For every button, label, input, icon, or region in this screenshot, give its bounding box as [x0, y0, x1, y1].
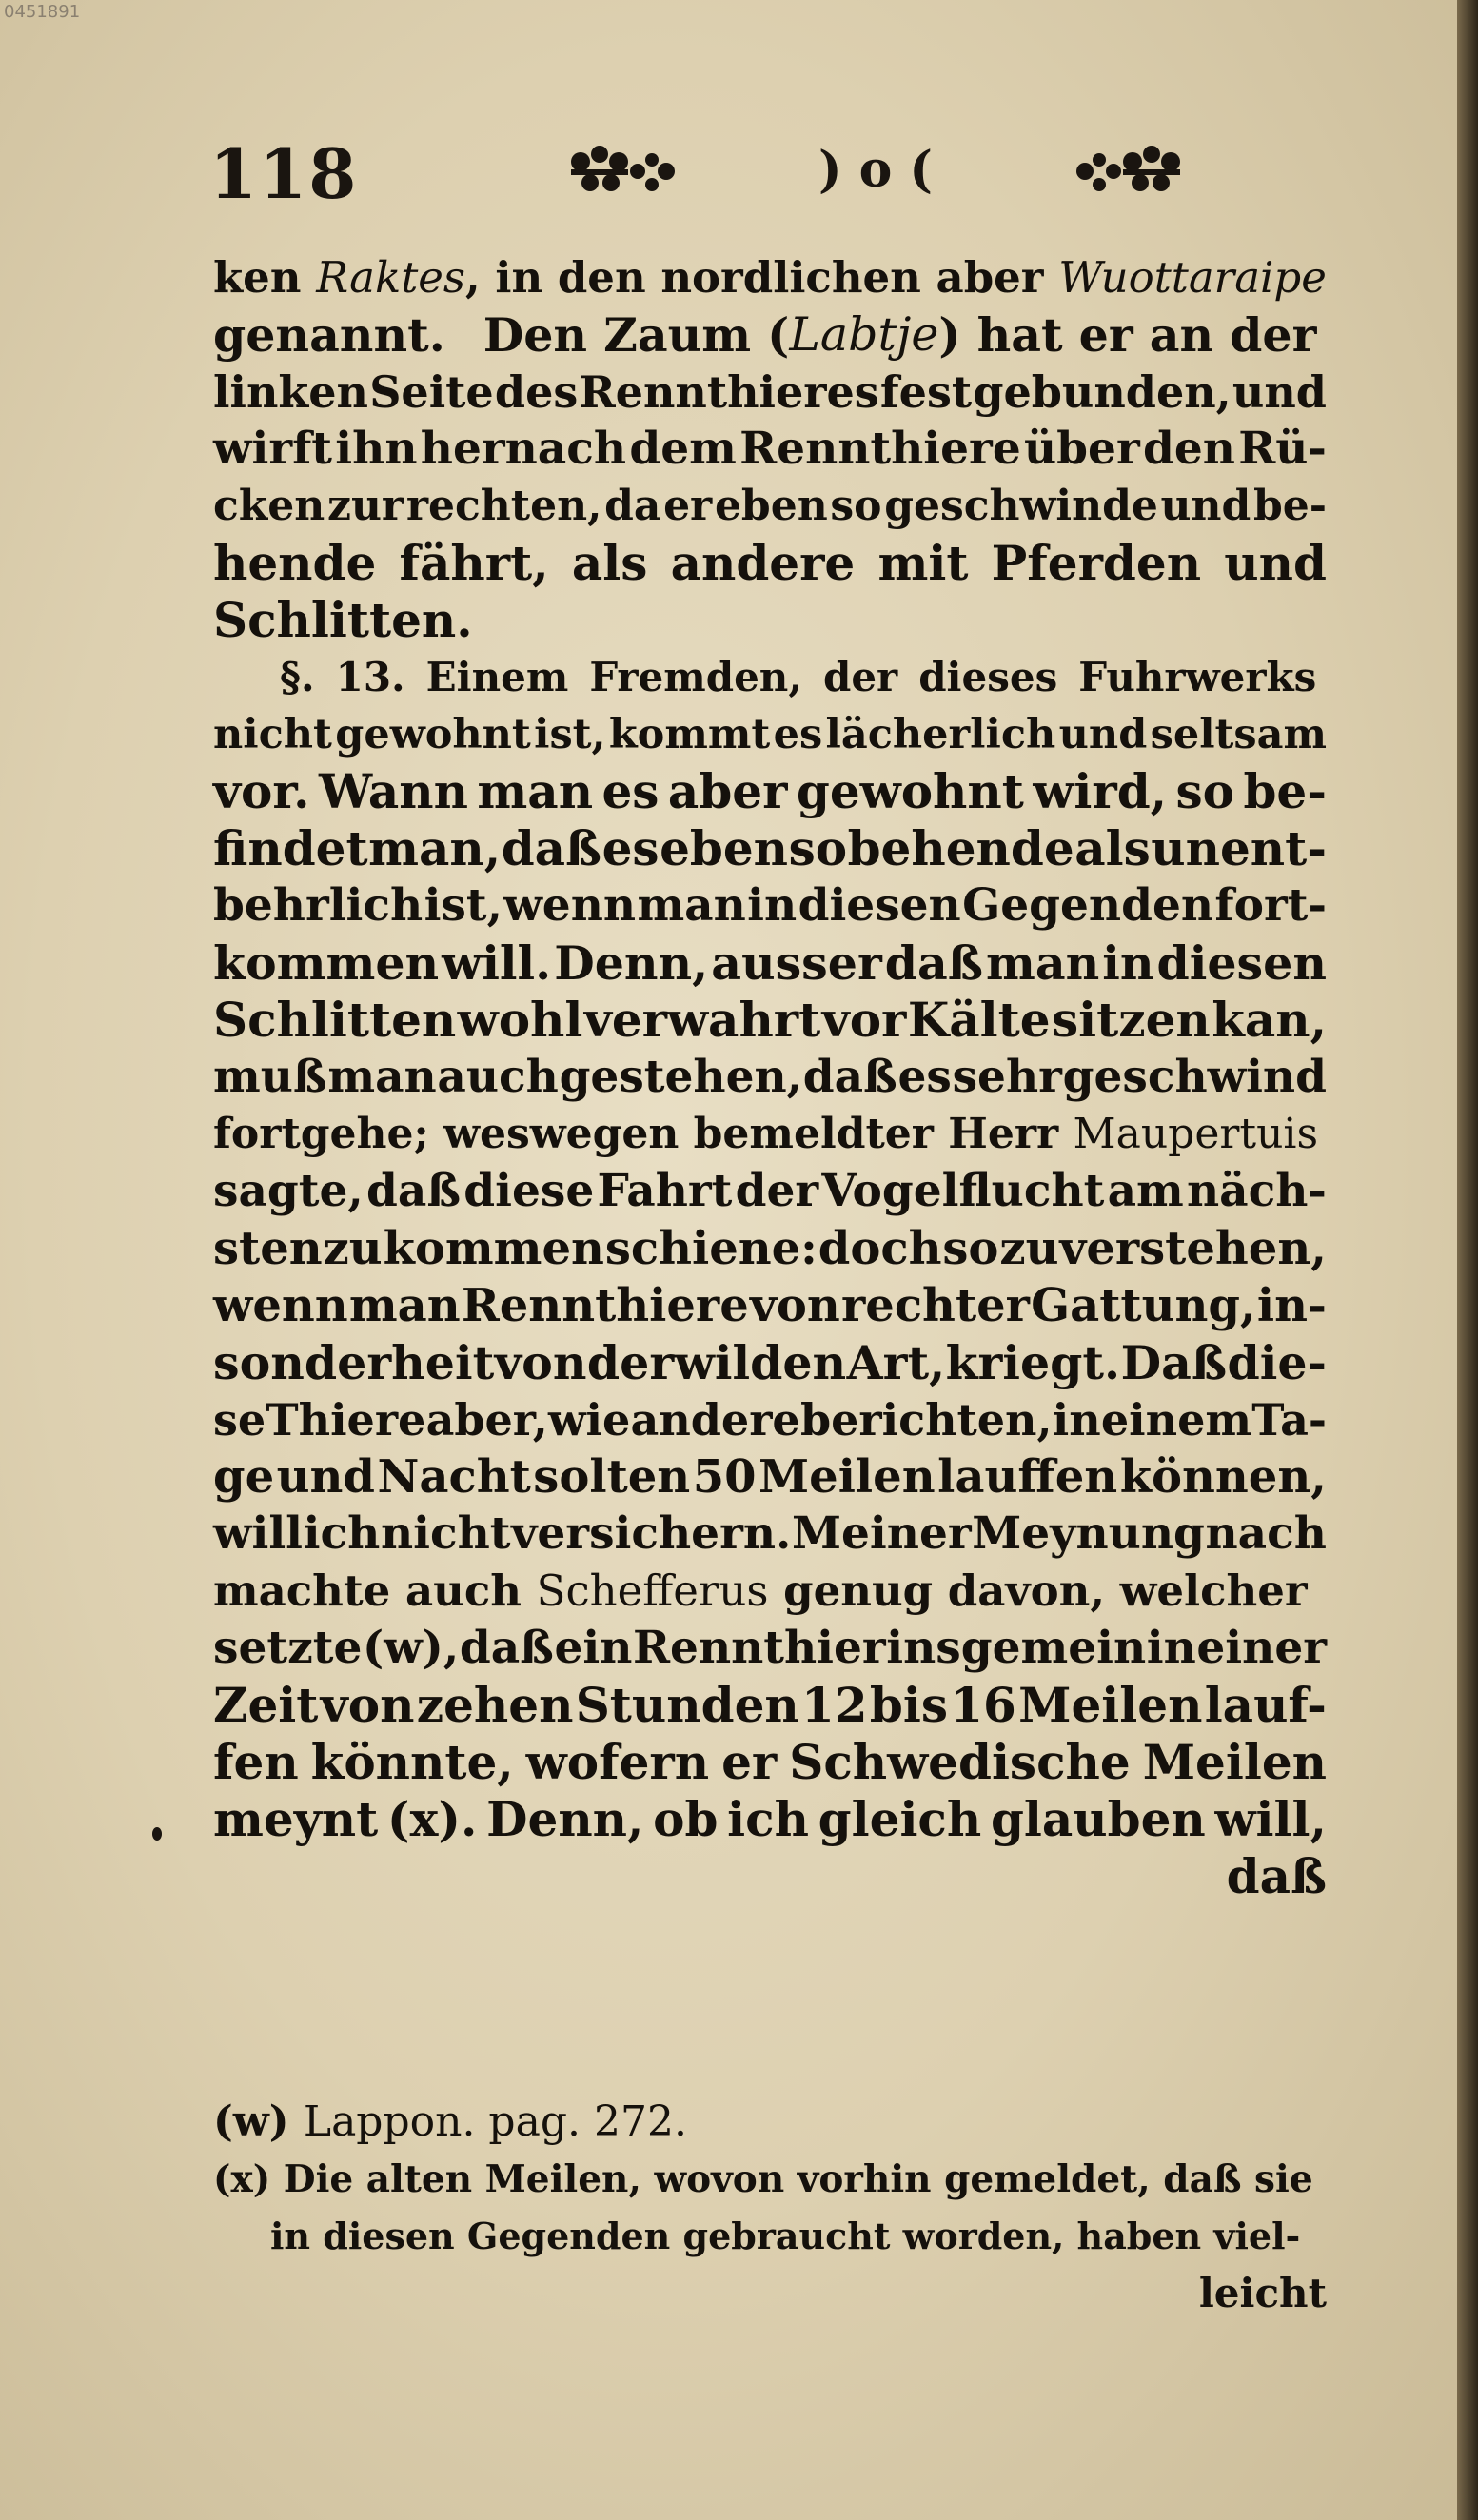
text-word: Vogelflucht	[821, 1165, 1105, 1217]
text-word: könnte,	[310, 1734, 514, 1790]
text-word: so	[788, 820, 848, 876]
page-header	[209, 124, 1332, 219]
text-word: über	[1024, 423, 1140, 475]
text-segment: Wuottaraipe	[1058, 252, 1327, 303]
text-word: und	[1224, 535, 1327, 591]
footnote-x-continued: in diesen Gegenden gebraucht worden, haben viel-	[270, 2215, 1301, 2257]
text-word: aber,	[425, 1394, 548, 1446]
text-word: bis	[869, 1677, 948, 1733]
text-word: cken	[213, 482, 325, 530]
text-word: eben	[714, 482, 828, 530]
text-word: vor	[821, 992, 907, 1048]
text-word: Meiner	[792, 1507, 972, 1560]
text-word: auch	[437, 1051, 559, 1103]
text-word: hernach	[420, 423, 627, 475]
text-segment: Schefferus	[536, 1565, 769, 1616]
text-word: verstehen,	[1059, 1222, 1327, 1275]
text-word: in	[1102, 935, 1154, 991]
text-line	[213, 592, 1327, 649]
text-word: dieses	[918, 654, 1058, 700]
text-segment: , in den nordlichen aber	[465, 252, 1059, 303]
text-word: §.	[280, 654, 315, 700]
text-line	[213, 1848, 1327, 1905]
text-word: wenn	[503, 879, 637, 932]
text-segment: genannt.	[213, 307, 445, 363]
text-line	[213, 763, 1327, 820]
text-word: rechten,	[405, 482, 602, 530]
text-word: kommt	[608, 711, 771, 758]
text-word: daß	[501, 820, 602, 876]
text-line	[213, 306, 1327, 364]
margin-mark	[152, 1827, 162, 1841]
footnote-w-text: Lappon. pag. 272.	[303, 2097, 687, 2146]
text-word: lauffen	[937, 1450, 1118, 1504]
text-word: so	[830, 482, 882, 530]
text-word: zu	[999, 1222, 1059, 1275]
text-word: seltsam	[1150, 711, 1327, 758]
text-word: Daß	[1120, 1335, 1228, 1390]
text-word: können,	[1119, 1450, 1327, 1504]
text-word: eben	[660, 820, 789, 876]
text-word: ist,	[534, 711, 606, 758]
text-word: Fremden,	[589, 654, 802, 700]
text-word: so	[942, 1222, 999, 1275]
text-word: ihn	[335, 423, 418, 475]
text-word: meynt	[213, 1791, 379, 1847]
footnote-x-catchword: leicht	[1198, 2270, 1327, 2316]
text-word: Rennthiere	[461, 1279, 749, 1332]
text-word: ist,	[424, 879, 503, 932]
text-word: linken	[213, 366, 368, 418]
text-word: fest	[879, 366, 973, 418]
text-word: be-	[1243, 763, 1327, 819]
text-word: Rennthieres	[579, 366, 879, 418]
text-word: so	[1175, 763, 1235, 819]
text-word: der	[735, 1165, 819, 1217]
text-word: man,	[368, 820, 502, 876]
text-line	[213, 421, 1327, 478]
text-word: diesen	[798, 879, 961, 932]
text-word: Kälte	[907, 992, 1051, 1048]
text-word: glauben	[990, 1791, 1206, 1847]
text-line	[213, 1391, 1327, 1448]
text-word: kriegt.	[945, 1335, 1121, 1390]
text-word: geschwind	[1062, 1051, 1327, 1103]
text-word: Seite	[369, 366, 494, 418]
text-word: in	[1052, 1394, 1101, 1446]
text-word: behrlich	[213, 879, 424, 932]
text-word: Einem	[425, 654, 569, 700]
text-word: diesen	[1156, 935, 1327, 991]
text-line	[213, 1620, 1327, 1677]
text-word: daß	[884, 935, 984, 991]
text-word: wofern	[525, 1734, 710, 1790]
text-word: in	[1146, 1622, 1196, 1674]
text-line	[213, 1334, 1327, 1391]
body-text	[213, 249, 1327, 1905]
text-word: Gattung,	[1031, 1279, 1256, 1332]
text-word: wilden	[674, 1335, 847, 1390]
text-word: man	[986, 935, 1100, 991]
text-segment: ken	[213, 252, 317, 303]
text-word: 50	[692, 1450, 757, 1504]
text-segment: machte auch	[213, 1565, 537, 1616]
text-word: von	[749, 1279, 840, 1332]
text-word: einem	[1100, 1394, 1252, 1446]
text-word: von	[320, 1677, 415, 1733]
text-word: gestehen,	[559, 1051, 803, 1103]
text-word: ein	[554, 1622, 633, 1674]
text-word: fort-	[1214, 879, 1327, 932]
text-word: man	[477, 763, 594, 819]
text-segment: ) hat er an der	[938, 307, 1317, 363]
text-word: Meilen	[1142, 1734, 1327, 1790]
text-word: Nacht	[377, 1450, 531, 1504]
text-line	[213, 1677, 1327, 1734]
text-word: es	[773, 711, 823, 758]
text-line	[213, 1791, 1327, 1848]
text-word: schiene:	[604, 1222, 818, 1275]
text-word: man	[327, 1051, 437, 1103]
text-word: setzte	[213, 1622, 363, 1674]
text-word: kommen	[383, 1222, 604, 1275]
text-word: 12	[801, 1677, 868, 1733]
text-line	[213, 1220, 1327, 1277]
text-word: will,	[1214, 1791, 1327, 1847]
text-word: sagte,	[213, 1165, 364, 1217]
text-word: gleich	[818, 1791, 982, 1847]
text-line	[213, 1106, 1327, 1163]
text-word: behende	[847, 820, 1074, 876]
text-word: nach	[1205, 1507, 1327, 1560]
text-word: wirft	[213, 423, 333, 475]
text-word: einer	[1196, 1622, 1327, 1674]
text-word: 16	[950, 1677, 1016, 1733]
text-word: Stunden	[575, 1677, 799, 1733]
text-word: Schlitten	[213, 992, 457, 1048]
text-word: ausser	[711, 935, 882, 991]
text-segment: Labtje	[789, 307, 939, 362]
text-word: findet	[213, 820, 368, 876]
text-word: (w),	[362, 1622, 460, 1674]
text-segment: Den Zaum (	[483, 307, 790, 363]
text-segment: Raktes	[316, 252, 466, 303]
page-binding-edge	[1457, 0, 1478, 2520]
text-word: Rennthiere	[739, 423, 1021, 475]
text-word: rechter	[840, 1279, 1030, 1332]
text-word: daß	[459, 1622, 554, 1674]
text-word: zehen	[416, 1677, 574, 1733]
text-word: am	[1107, 1165, 1184, 1217]
text-word: hende	[213, 535, 377, 591]
text-word: gewohnt	[335, 711, 531, 758]
text-word: be-	[1252, 482, 1327, 530]
text-word: und	[276, 1450, 375, 1504]
text-word: lächerlich	[825, 711, 1056, 758]
footnote-x-line1: Die alten Meilen, wovon vorhin gemeldet, daß sie	[283, 2157, 1313, 2201]
text-word: daß	[802, 1051, 897, 1103]
text-word: ob	[653, 1791, 719, 1847]
text-word: nicht	[213, 711, 332, 758]
header-ornament-text: ) o (	[818, 141, 934, 199]
text-word: den	[1142, 423, 1235, 475]
text-word: Zeit	[213, 1677, 319, 1733]
text-word: kommen	[213, 935, 440, 991]
text-word: geschwinde	[884, 482, 1158, 530]
text-word: es	[601, 820, 660, 876]
text-line	[213, 1049, 1327, 1106]
text-word: der	[822, 654, 898, 700]
text-word: lauf-	[1204, 1677, 1327, 1733]
text-word: und	[1160, 482, 1251, 530]
text-word: ge	[213, 1450, 275, 1504]
text-word: Thiere	[266, 1394, 426, 1446]
text-word: wie	[547, 1394, 631, 1446]
text-word: Denn,	[554, 935, 709, 991]
text-word: gewohnt	[796, 763, 1024, 819]
text-line	[213, 877, 1327, 935]
text-word: se	[213, 1394, 266, 1446]
text-line	[213, 649, 1327, 706]
text-word: Meilen	[759, 1450, 936, 1504]
text-word: Schlitten.	[213, 592, 473, 648]
text-line	[213, 364, 1327, 421]
text-line	[213, 1163, 1327, 1220]
text-word: unent-	[1151, 820, 1327, 876]
text-word: versichern.	[511, 1507, 792, 1560]
text-word: wenn	[213, 1279, 348, 1332]
text-word: er	[663, 482, 713, 530]
text-word: als	[1074, 820, 1151, 876]
text-word: Ta-	[1251, 1394, 1327, 1446]
text-line	[213, 249, 1327, 306]
text-word: ich	[727, 1791, 809, 1847]
text-segment: fortgehe; weswegen bemeldter Herr	[213, 1110, 1074, 1158]
text-line	[213, 706, 1327, 763]
text-word: der	[586, 1335, 675, 1390]
text-word: berichten,	[799, 1394, 1053, 1446]
text-line	[213, 992, 1327, 1049]
text-word: will	[213, 1507, 304, 1560]
text-word: zu	[323, 1222, 383, 1275]
text-word: (x).	[386, 1791, 478, 1847]
text-word: Gegenden	[962, 879, 1214, 932]
text-word: Rü-	[1238, 423, 1327, 475]
text-word: muß	[213, 1051, 327, 1103]
text-word: sten	[213, 1222, 323, 1275]
text-line	[213, 535, 1327, 592]
text-word: sehr	[952, 1051, 1062, 1103]
text-word: daß	[1226, 1848, 1327, 1904]
text-word: verwahrt	[583, 992, 821, 1048]
text-word: ich	[303, 1507, 381, 1560]
text-word: diese	[463, 1165, 595, 1217]
text-word: wird,	[1033, 763, 1168, 819]
text-word: Art,	[846, 1335, 946, 1390]
text-word: in-	[1256, 1279, 1327, 1332]
text-word: kan,	[1212, 992, 1327, 1048]
text-word: Pferden	[991, 535, 1202, 591]
text-word: nicht	[380, 1507, 511, 1560]
footnote-w	[213, 2094, 1327, 2151]
text-word: solten	[533, 1450, 691, 1504]
footnote-w-marker: (w)	[213, 2097, 289, 2146]
text-word: dem	[629, 423, 737, 475]
text-word: Fuhrwerks	[1078, 654, 1317, 700]
text-word: und	[1058, 711, 1148, 758]
text-word: und	[1232, 366, 1327, 418]
text-line	[213, 1734, 1327, 1791]
text-word: andere	[630, 1394, 800, 1446]
scan-id: 0451891	[4, 2, 81, 22]
text-word: des	[494, 366, 579, 418]
text-word: fen	[213, 1734, 299, 1790]
footnote-x-marker: (x)	[213, 2157, 271, 2201]
text-word: als	[571, 535, 648, 591]
text-word: 13.	[335, 654, 405, 700]
text-line	[213, 478, 1327, 535]
text-word: mit	[877, 535, 969, 591]
text-line	[213, 820, 1327, 877]
text-word: Wann	[319, 763, 468, 819]
text-word: will.	[442, 935, 552, 991]
text-line	[213, 1448, 1327, 1506]
text-word: sitzen	[1051, 992, 1211, 1048]
footnote-x	[213, 2151, 1327, 2208]
text-word: man	[348, 1279, 461, 1332]
text-word: vor.	[213, 763, 310, 819]
text-word: daß	[366, 1165, 462, 1217]
text-word: aber	[667, 763, 788, 819]
text-word: Rennthier	[632, 1622, 886, 1674]
page-number: 118	[209, 133, 359, 214]
text-word: es	[601, 763, 660, 819]
text-word: andere	[670, 535, 856, 591]
header-ornament	[542, 133, 1209, 209]
text-segment: Maupertuis	[1073, 1110, 1319, 1158]
text-word: Meilen	[1018, 1677, 1203, 1733]
text-word: doch	[818, 1222, 942, 1275]
text-word: Denn,	[486, 1791, 644, 1847]
text-word: die-	[1227, 1335, 1327, 1390]
text-word: Meynung	[972, 1507, 1205, 1560]
text-word: wohl	[457, 992, 583, 1048]
text-word: von	[494, 1335, 587, 1390]
text-word: da	[604, 482, 661, 530]
text-line	[213, 1506, 1327, 1563]
text-word: man	[637, 879, 746, 932]
footnotes	[213, 2094, 1327, 2322]
text-word: Schwedische	[789, 1734, 1131, 1790]
text-word: näch-	[1187, 1165, 1327, 1217]
text-word: insgemein	[886, 1622, 1147, 1674]
text-word: in	[747, 879, 798, 932]
text-segment: genug davon, welcher	[768, 1565, 1308, 1616]
text-word: gebunden,	[973, 366, 1232, 418]
text-line	[213, 935, 1327, 992]
text-word: Fahrt	[597, 1165, 733, 1217]
text-word: fährt,	[399, 535, 549, 591]
text-word: er	[721, 1734, 778, 1790]
text-word: zur	[326, 482, 404, 530]
text-line	[213, 1563, 1327, 1620]
text-word: es	[897, 1051, 952, 1103]
text-line	[213, 1277, 1327, 1334]
text-word: sonderheit	[213, 1335, 495, 1390]
